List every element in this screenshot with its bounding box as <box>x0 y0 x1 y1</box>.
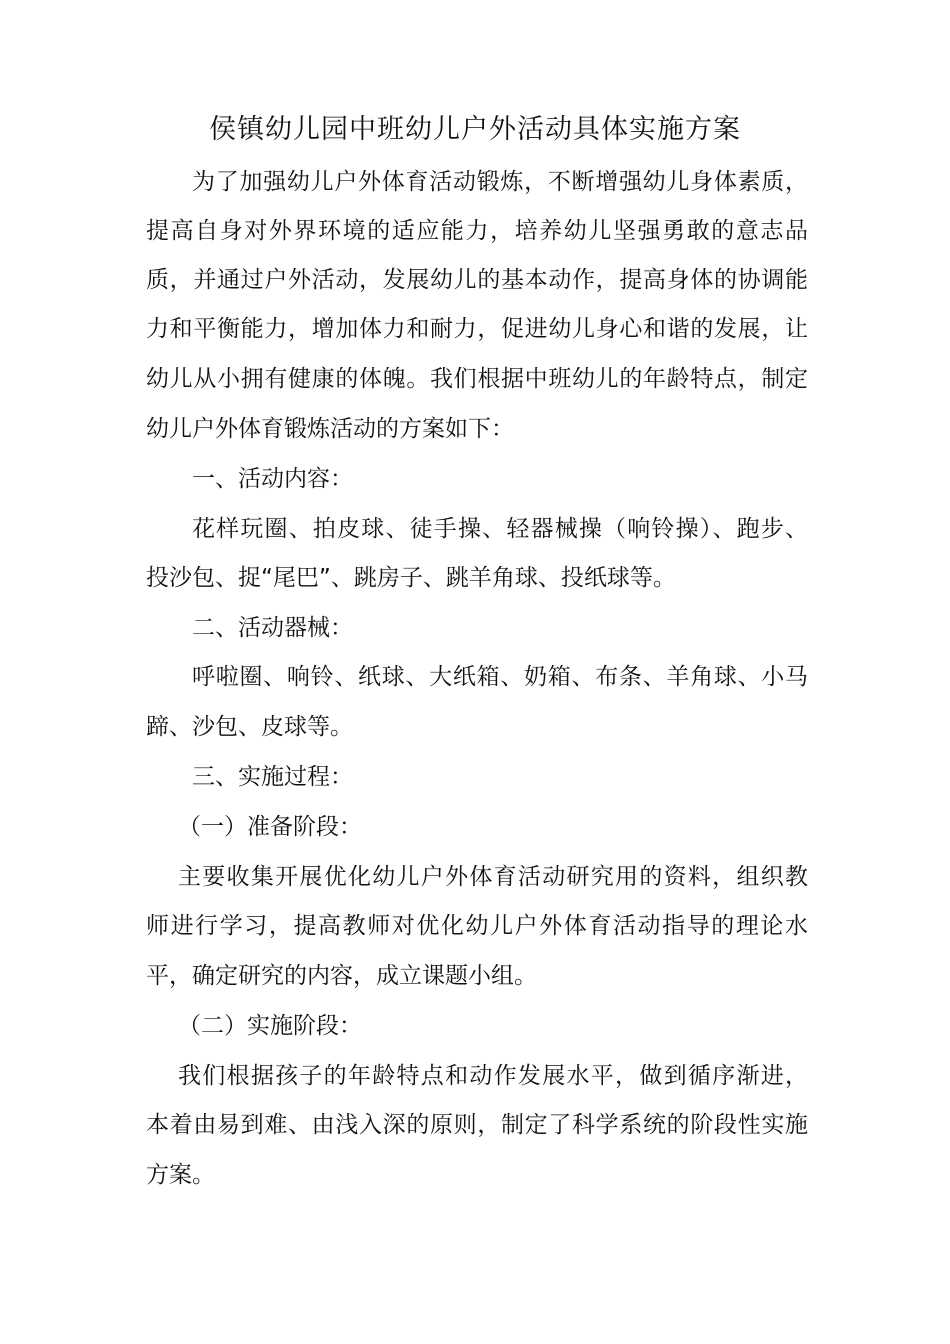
paragraph-line: 师进行学习，提高教师对优化幼儿户外体育活动指导的理论水 <box>146 913 808 939</box>
section-heading: 一、活动内容： <box>192 466 353 492</box>
paragraph-line: 主要收集开展优化幼儿户外体育活动研究用的资料，组织教 <box>178 864 808 890</box>
subsection-heading: （一）准备阶段： <box>178 814 362 840</box>
paragraph-line: 幼儿户外体育锻炼活动的方案如下： <box>146 416 514 442</box>
paragraph-line: 花样玩圈、拍皮球、徒手操、轻器械操（响铃操）、跑步、 <box>192 516 808 542</box>
paragraph-line: 质，并通过户外活动，发展幼儿的基本动作，提高身体的协调能 <box>146 267 808 293</box>
paragraph-line: 平，确定研究的内容，成立课题小组。 <box>146 963 537 989</box>
paragraph-line: 我们根据孩子的年龄特点和动作发展水平，做到循序渐进， <box>178 1063 808 1089</box>
subsection-heading: （二）实施阶段： <box>178 1013 362 1039</box>
paragraph-line: 提高自身对外界环境的适应能力，培养幼儿坚强勇敢的意志品 <box>146 218 808 244</box>
paragraph-line: 方案。 <box>146 1162 215 1188</box>
section-heading: 三、实施过程： <box>192 764 353 790</box>
paragraph-line: 蹄、沙包、皮球等。 <box>146 714 353 740</box>
document-title: 侯镇幼儿园中班幼儿户外活动具体实施方案 <box>209 114 741 145</box>
paragraph-line: 力和平衡能力，增加体力和耐力，促进幼儿身心和谐的发展，让 <box>146 316 808 342</box>
paragraph-line: 呼啦圈、响铃、纸球、大纸箱、奶箱、布条、羊角球、小马 <box>192 664 808 690</box>
paragraph-line: 本着由易到难、由浅入深的原则，制定了科学系统的阶段性实施 <box>146 1112 808 1138</box>
paragraph-line: 幼儿从小拥有健康的体魄。我们根据中班幼儿的年龄特点，制定 <box>146 366 808 392</box>
section-heading: 二、活动器械： <box>192 615 353 641</box>
paragraph-line: 投沙包、捉“尾巴”、跳房子、跳羊角球、投纸球等。 <box>146 565 676 591</box>
paragraph-line: 为了加强幼儿户外体育活动锻炼，不断增强幼儿身体素质， <box>192 169 808 195</box>
